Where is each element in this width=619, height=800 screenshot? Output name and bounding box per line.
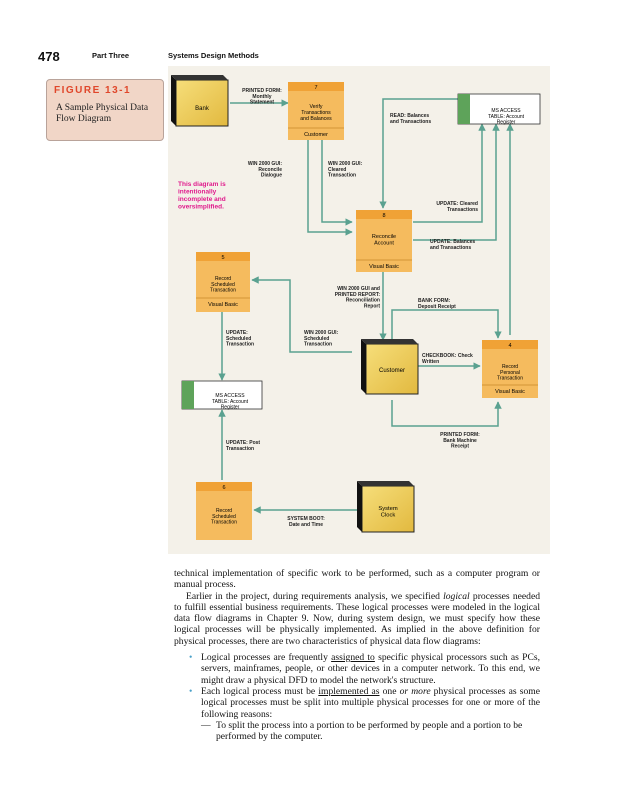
process-5-impl: Visual Basic bbox=[208, 302, 238, 308]
data-store-top bbox=[458, 94, 540, 126]
process-8-id: 8 bbox=[382, 213, 386, 219]
flow-bank-machine-receipt bbox=[392, 400, 498, 426]
body-text bbox=[174, 568, 540, 742]
label-update-balances: UPDATE: Balances and Transactions bbox=[430, 239, 476, 251]
process-5-name: Record Scheduled Transaction bbox=[210, 276, 236, 294]
label-checkbook: CHECKBOOK: Check Written bbox=[422, 353, 473, 365]
list-item: • Logical processes are frequently assigned to specific physical processors such as PCs, servers, mainframes, people, or other devices in a computer network. To this end, we might draw a physical DFD to model the network's structure. bbox=[189, 652, 540, 686]
running-head-part: Part Three bbox=[92, 51, 130, 60]
diagram-note: This diagram is intentionally incomplete and oversimplified. bbox=[178, 181, 226, 211]
bullet-icon: • bbox=[189, 685, 193, 697]
running-head-section: Systems Design Methods bbox=[168, 51, 259, 60]
label-system-boot: SYSTEM BOOT: Date and Time bbox=[287, 516, 325, 528]
external-customer bbox=[361, 339, 418, 394]
data-store-top-label: MS ACCESS TABLE: Account Register bbox=[487, 108, 525, 126]
page-number: 478 bbox=[38, 49, 60, 64]
label-printed-bank-machine: PRINTED FORM: Bank Machine Receipt bbox=[440, 432, 480, 450]
label-win-cleared: WIN 2000 GUI: Cleared Transaction bbox=[328, 161, 363, 179]
process-7-id: 7 bbox=[314, 85, 318, 91]
data-store-middle bbox=[182, 381, 262, 411]
list-item: — To split the process into a portion to be performed by people and a portion to be performed by the computer. bbox=[201, 719, 523, 743]
label-bank-form: BANK FORM: Deposit Receipt bbox=[418, 298, 456, 310]
process-5 bbox=[196, 252, 250, 312]
process-8-name: Reconcile Account bbox=[371, 234, 397, 247]
flow-labels bbox=[226, 88, 480, 528]
data-store-middle-label: MS ACCESS TABLE: Account Register bbox=[211, 393, 249, 411]
external-bank bbox=[171, 75, 228, 126]
flow-deposit-receipt bbox=[392, 310, 498, 340]
flow-cleared-transaction bbox=[322, 140, 352, 222]
process-4-name: Record Personal Transaction bbox=[497, 364, 523, 382]
paragraph-2: Earlier in the project, during requirements analysis, we specified logical processes needed to fulfill essential business requirements. These logical processes were modeled in the logical data flow diagrams in Chapter 9. Now, during system design, we must specify how these logical processes will be physically implemented. As implied in the above definition for physical processes, there are two characteristics of physical data flow diagrams: bbox=[174, 590, 540, 647]
characteristics-list bbox=[174, 652, 540, 720]
dash-icon: — bbox=[201, 719, 211, 731]
list-item: • Each logical process must be implemented as one or more physical processes as some logical processes must be split into multiple physical processes for one or more of the following reasons: bbox=[189, 685, 540, 720]
figure-label: FIGURE 13-1 bbox=[54, 85, 132, 96]
external-customer-label: Customer bbox=[378, 368, 406, 374]
process-4-impl: Visual Basic bbox=[495, 389, 525, 395]
process-7-name: Verify Transactions and Balances bbox=[300, 104, 332, 122]
paragraph-1: technical implementation of specific work to be performed, such as a computer program or manual process. bbox=[174, 568, 540, 591]
external-system-clock bbox=[357, 481, 414, 532]
process-6-name: Record Scheduled Transaction bbox=[211, 508, 237, 526]
external-system-clock-label: System Clock bbox=[378, 506, 398, 519]
label-win-reconcile: WIN 2000 GUI: Reconcile Dialogue bbox=[247, 161, 282, 179]
label-read: READ: Balances and Transactions bbox=[390, 113, 432, 125]
label-update-cleared: UPDATE: Cleared Transactions bbox=[436, 201, 478, 213]
process-7 bbox=[288, 82, 344, 140]
label-win-scheduled: WIN 2000 GUI: Scheduled Transaction bbox=[304, 330, 339, 348]
label-update-post: UPDATE: Post Transaction bbox=[226, 440, 261, 452]
label-win-printed-report: WIN 2000 GUI and PRINTED REPORT: Reconciliation Report bbox=[334, 286, 380, 310]
process-8-impl: Visual Basic bbox=[369, 264, 399, 270]
figure-caption: A Sample Physical Data Flow Diagram bbox=[56, 103, 149, 124]
process-6-id: 6 bbox=[222, 485, 226, 491]
bullet-icon: • bbox=[189, 652, 193, 664]
external-bank-label: Bank bbox=[195, 106, 209, 112]
process-4-id: 4 bbox=[508, 343, 512, 349]
label-printed-statement: PRINTED FORM: Monthly Statement bbox=[242, 88, 282, 106]
flow-reconcile-dialogue bbox=[308, 140, 352, 232]
process-6 bbox=[196, 482, 252, 540]
process-8 bbox=[356, 210, 412, 272]
process-5-id: 5 bbox=[221, 255, 225, 261]
process-4 bbox=[482, 340, 538, 398]
reasons-list bbox=[174, 720, 540, 743]
process-7-impl: Customer bbox=[304, 132, 328, 138]
label-update-scheduled: UPDATE: Scheduled Transaction bbox=[226, 330, 255, 348]
